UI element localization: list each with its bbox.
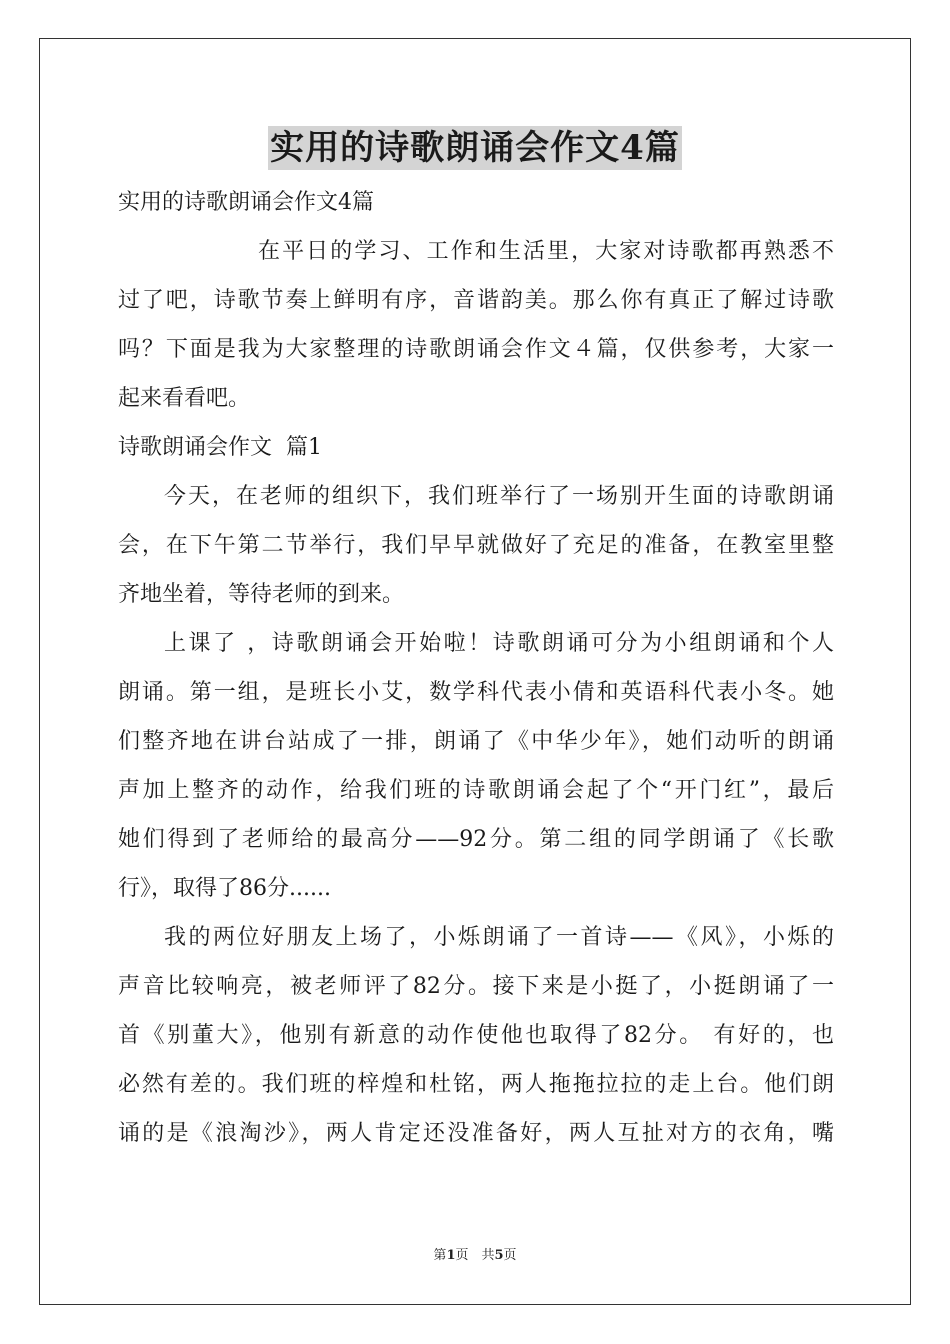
- text-line: 齐地坐着，等待老师的到来。: [118, 582, 405, 607]
- text-line: 我的两位好朋友上场了，小烁朗诵了一首诗——《风》，小烁的: [164, 925, 834, 950]
- text-line: 吗？下面是我为大家整理的诗歌朗诵会作文４篇，仅供参考，大家一: [118, 337, 834, 362]
- footer-suffix: 页: [503, 1248, 517, 1263]
- text-line: 会，在下午第二节举行，我们早早就做好了充足的准备，在教室里整: [118, 533, 834, 558]
- footer-prefix: 第: [433, 1248, 447, 1263]
- text-line: 们整齐地在讲台站成了一排，朗诵了《中华少年》，她们动听的朗诵: [118, 729, 834, 754]
- text-line: 诵的是《浪淘沙》，两人肯定还没准备好，两人互扯对方的衣角，嘴: [118, 1121, 834, 1146]
- text-line: 今天，在老师的组织下，我们班举行了一场别开生面的诗歌朗诵: [164, 484, 834, 509]
- title-container: [0, 126, 950, 170]
- text-line: 起来看看吧。: [118, 386, 251, 411]
- footer-page-total: 5: [494, 1248, 504, 1263]
- text-line: 首《别董大》，他别有新意的动作使他也取得了82分。 有好的，也: [118, 1023, 834, 1048]
- document-body: [118, 178, 834, 1158]
- page-footer: [0, 1244, 950, 1263]
- text-line: 行》，取得了86分......: [118, 876, 331, 901]
- document-title: 实用的诗歌朗诵会作文4篇: [270, 128, 680, 168]
- text-line: 声音比较响亮，被老师评了82分。接下来是小挺了，小挺朗诵了一: [118, 974, 834, 999]
- footer-page-current: 1: [446, 1248, 456, 1263]
- footer-mid: 页 共: [455, 1248, 495, 1263]
- text-line: 过了吧，诗歌节奏上鲜明有序，音谐韵美。那么你有真正了解过诗歌: [118, 288, 834, 313]
- text-line: 她们得到了老师给的最高分——92分。第二组的同学朗诵了《长歌: [118, 827, 834, 852]
- text-line: 在平日的学习、工作和生活里，大家对诗歌都再熟悉不: [258, 239, 834, 264]
- text-line: 必然有差的。我们班的梓煌和杜铭，两人拖拖拉拉的走上台。他们朗: [118, 1072, 834, 1097]
- text-line: 诗歌朗诵会作文 篇1: [118, 435, 322, 460]
- text-line: 实用的诗歌朗诵会作文4篇: [118, 190, 374, 215]
- text-line: 声加上整齐的动作，给我们班的诗歌朗诵会起了个“开门红”，最后: [118, 778, 834, 803]
- text-line: 朗诵。第一组，是班长小艾，数学科代表小倩和英语科代表小冬。她: [118, 680, 834, 705]
- text-line: 上课了 ，诗歌朗诵会开始啦！诗歌朗诵可分为小组朗诵和个人: [164, 631, 834, 656]
